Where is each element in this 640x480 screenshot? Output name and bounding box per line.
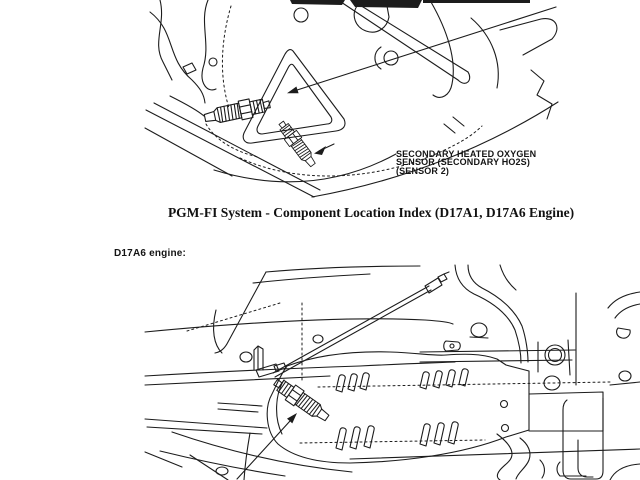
- body-and-floorpan-paths: [145, 266, 455, 434]
- callout-arrow-secondary: [314, 144, 334, 155]
- callout-line-2: SENSOR (SECONDARY HO2S): [396, 157, 530, 168]
- lower-left-panel: [145, 432, 352, 480]
- secondary-ho2s-callout: [396, 150, 536, 175]
- converter-vent-slots: [336, 369, 468, 450]
- engine-section-label: D17A6 engine:: [114, 248, 187, 259]
- linkage-rod: [254, 272, 449, 377]
- callout-arrow-underbody: [237, 413, 297, 479]
- coolant-hose: [455, 265, 528, 363]
- callout-line-1: SECONDARY HEATED OXYGEN: [396, 149, 537, 159]
- figure-undercarriage-d17a6: [145, 265, 640, 480]
- figure-top-cropped-edge: [290, 0, 530, 8]
- callout-arrow-primary: [287, 7, 556, 93]
- ho2s-sensor-underbody-illustration: [270, 375, 332, 426]
- primary-ho2s-sensor-illustration: [203, 95, 272, 127]
- callout-line-3: (SENSOR 2): [396, 165, 450, 176]
- figure-caption: PGM-FI System - Component Location Index (D17A1, D17A6 Engine): [167, 205, 575, 220]
- hidden-edge-dashed-lines-bottom: [187, 303, 610, 443]
